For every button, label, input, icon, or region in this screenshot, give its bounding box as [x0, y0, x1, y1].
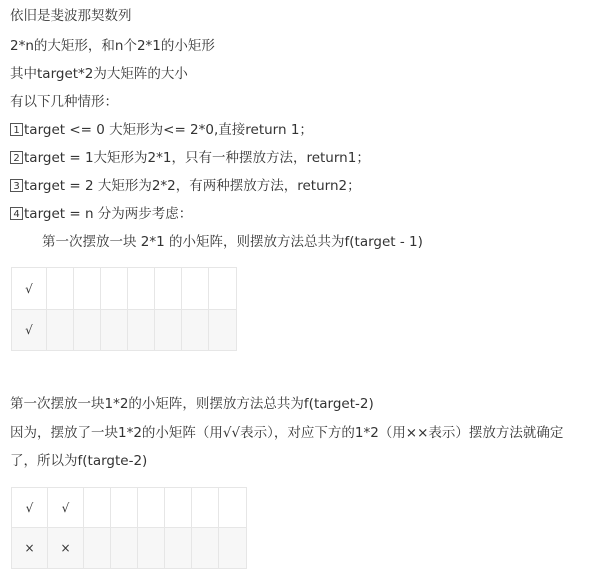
table-cell [84, 528, 111, 569]
number-4-icon: 4 [10, 207, 23, 220]
number-1-icon: 1 [10, 123, 23, 136]
case-text-4: target = n 分为两步考虑： [24, 206, 193, 222]
table-cell [209, 268, 237, 310]
table-cell [155, 310, 182, 351]
table-cell [182, 268, 209, 310]
table-row [12, 310, 237, 351]
table-cell [111, 488, 138, 528]
case-line-3 [10, 176, 361, 196]
table-cell: √ [12, 268, 47, 310]
table-cell: √ [12, 488, 48, 528]
table-cell [84, 488, 111, 528]
table-cell [128, 268, 155, 310]
case-text-3: target = 2 大矩形为2*2，有两种摆放方法，return2； [24, 178, 361, 194]
table-cell [155, 268, 182, 310]
text-line-4: 有以下几种情形： [10, 94, 118, 110]
case-line-1 [10, 120, 313, 140]
case-line-2 [10, 148, 370, 168]
text-line-first-placement: 第一次摆放一块 2*1 的小矩阵，则摆放方法总共为f(target - 1) [42, 234, 423, 250]
text-line-because: 因为，摆放了一块1*2的小矩阵（用√√表示），对应下方的1*2（用××表示）摆放方法就确定 [10, 425, 564, 441]
table-cell [165, 488, 192, 528]
table-cell: × [48, 528, 84, 569]
table-cell [138, 488, 165, 528]
table-cell [111, 528, 138, 569]
table-cell [74, 268, 101, 310]
table-cell [128, 310, 155, 351]
case-text-1: target <= 0 大矩形为<= 2*0,直接return 1； [24, 122, 313, 138]
text-line-3: 其中target*2为大矩阵的大小 [10, 66, 188, 82]
table-row [12, 488, 247, 528]
table-row [12, 528, 247, 569]
table-cell: √ [48, 488, 84, 528]
table-grid-2 [11, 487, 247, 569]
case-text-2: target = 1大矩形为2*1，只有一种摆放方法，return1； [24, 150, 370, 166]
table-cell [192, 488, 219, 528]
table-cell [182, 310, 209, 351]
text-line-second-placement: 第一次摆放一块1*2的小矩阵，则摆放方法总共为f(target-2) [10, 396, 374, 412]
table-cell [101, 268, 128, 310]
case-line-4 [10, 204, 192, 224]
text-line-so: 了，所以为f(targte-2) [10, 453, 148, 469]
table-cell: √ [12, 310, 47, 351]
table-cell [138, 528, 165, 569]
table-cell [165, 528, 192, 569]
table-cell [219, 488, 247, 528]
table-cell: × [12, 528, 48, 569]
table-row [12, 268, 237, 310]
table-cell [74, 310, 101, 351]
text-line-2: 2*n的大矩形，和n个2*1的小矩形 [10, 38, 215, 54]
table-cell [219, 528, 247, 569]
table-cell [101, 310, 128, 351]
text-line-1: 依旧是斐波那契数列 [10, 8, 132, 24]
table-cell [47, 268, 74, 310]
table-cell [209, 310, 237, 351]
number-3-icon: 3 [10, 179, 23, 192]
table-cell [47, 310, 74, 351]
table-cell [192, 528, 219, 569]
number-2-icon: 2 [10, 151, 23, 164]
table-grid-1 [11, 267, 237, 351]
